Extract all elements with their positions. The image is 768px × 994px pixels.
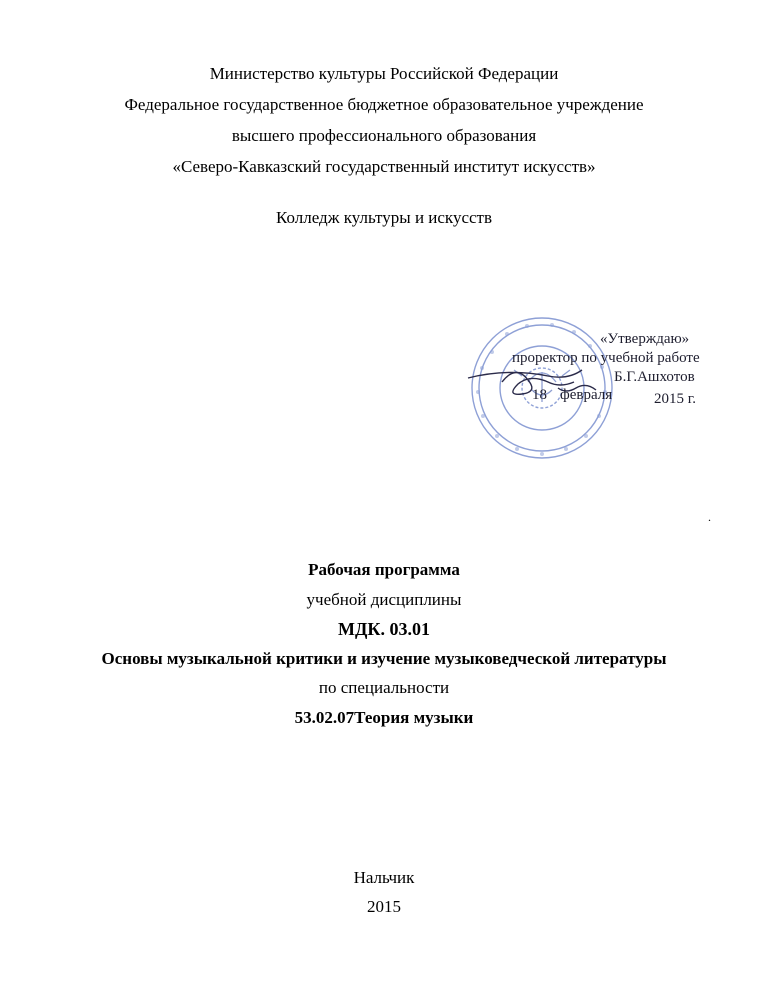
institution-name-line: «Северо-Кавказский государственный институт искусств» [172, 157, 596, 176]
college-line: Колледж культуры и искусств [276, 208, 492, 227]
discipline-name: Основы музыкальной критики и изучение музыковедческой литературы [101, 649, 667, 668]
institution-level-line: высшего профессионального образования [231, 126, 537, 145]
ministry-line: Министерство культуры Российской Федерации [209, 64, 559, 83]
approver-name: Б.Г.Ашхотов [614, 369, 695, 385]
approve-word: «Утверждаю» [600, 331, 690, 347]
city-line: Нальчик [353, 868, 415, 887]
program-title: Рабочая программа [308, 560, 460, 579]
institution-type-line: Федеральное государственное бюджетное образовательное учреждение [124, 95, 644, 114]
by-specialty-line: по специальности [318, 678, 450, 697]
approval-year: 2015 г. [654, 391, 696, 407]
specialty-line: 53.02.07Теория музыки [294, 708, 474, 727]
approval-day: 18 [532, 387, 547, 403]
discipline-code: МДК. 03.01 [338, 619, 430, 639]
approver-position: проректор по учебной работе [512, 350, 700, 366]
approval-month: февраля [560, 387, 613, 403]
program-subtitle: учебной дисциплины [306, 590, 462, 609]
year-line: 2015 [367, 897, 401, 916]
approval-block [462, 312, 732, 492]
